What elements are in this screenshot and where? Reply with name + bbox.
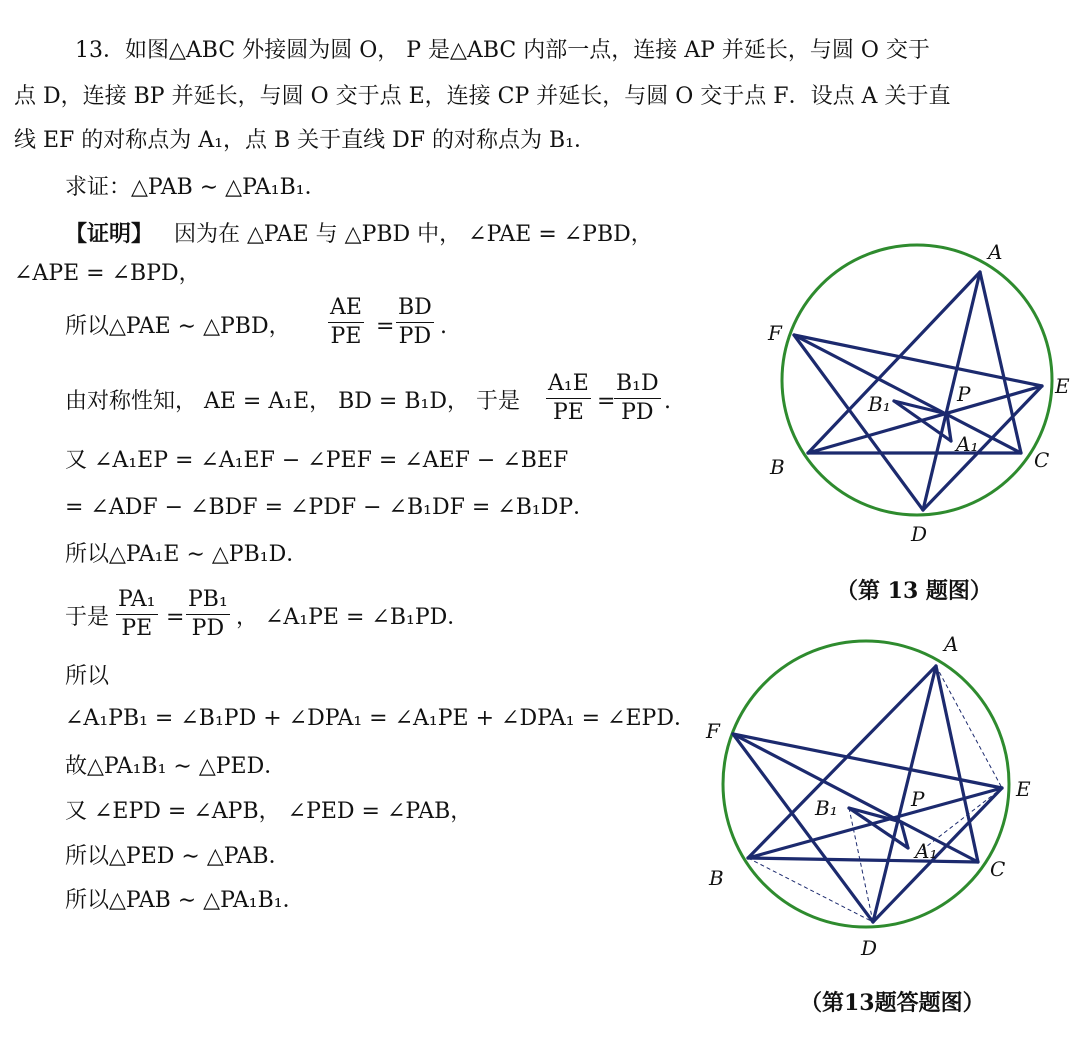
label-a1: A₁ xyxy=(915,839,938,863)
segment-ad xyxy=(873,666,936,922)
figure-1-caption: （第 13 题图） xyxy=(836,578,992,604)
dashed-segment-bd xyxy=(748,858,873,922)
fraction-denominator: PD xyxy=(191,616,225,641)
label-a: A xyxy=(944,632,959,656)
proof-heading: 【证明】 xyxy=(65,221,154,247)
label-f: F xyxy=(768,321,782,345)
fraction-denominator: PE xyxy=(121,616,153,641)
proof-line-10: ∠A₁PB₁ = ∠B₁PD + ∠DPA₁ = ∠A₁PE + ∠DPA₁ = ∠EPD． xyxy=(65,706,696,731)
fraction-numerator: PA₁ xyxy=(116,586,158,615)
equals-sign: = xyxy=(597,389,616,414)
equals-sign: = xyxy=(376,314,395,339)
label-b: B xyxy=(770,455,785,479)
label-e: E xyxy=(1055,374,1070,398)
segment-ab xyxy=(748,666,936,858)
label-d: D xyxy=(911,522,928,546)
problem-line-3: 线 EF 的对称点为 A₁，点 B 关于直线 DF 的对称点为 B₁． xyxy=(14,128,597,153)
proof-line-8-prefix: 于是 xyxy=(65,605,110,630)
label-p: P xyxy=(957,382,971,406)
fraction-numerator: AE xyxy=(328,294,364,323)
segment-be xyxy=(748,788,1002,858)
proof-line-3: 所以△PAE ∼ △PBD， xyxy=(65,314,291,339)
segment-bc xyxy=(748,858,978,862)
label-e: E xyxy=(1016,777,1031,801)
segment-ed xyxy=(873,788,1002,922)
fraction-numerator: PB₁ xyxy=(186,586,230,615)
label-b1: B₁ xyxy=(815,796,838,820)
proof-line-9: 所以 xyxy=(65,664,110,689)
problem-line-1: 13．如图△ABC 外接圆为圆 O， P 是△ABC 内部一点，连接 AP 并延长，与圆 O 交于 xyxy=(75,38,930,63)
label-f: F xyxy=(706,719,720,743)
proof-line-12: 又 ∠EPD = ∠APB， ∠PED = ∠PAB， xyxy=(65,799,473,824)
proof-line-8-suffix: ， ∠A₁PE = ∠B₁PD． xyxy=(236,605,470,630)
fraction-numerator: B₁D xyxy=(614,370,661,399)
proof-text-1: 因为在 △PAE 与 △PBD 中， ∠PAE = ∠PBD， xyxy=(174,222,653,247)
label-c: C xyxy=(1034,448,1050,472)
period: . xyxy=(664,389,671,414)
label-b: B xyxy=(709,866,724,890)
proof-line-13: 所以△PED ∼ △PAB． xyxy=(65,844,291,869)
proof-line-4: 由对称性知， AE = A₁E， BD = B₁D， 于是 xyxy=(65,389,520,414)
problem-claim: 求证：△PAB ∼ △PA₁B₁． xyxy=(65,175,327,200)
label-c: C xyxy=(990,857,1006,881)
label-d: D xyxy=(861,936,878,960)
segment-fe xyxy=(733,734,1002,788)
fraction-denominator: PE xyxy=(552,400,584,425)
circumcircle xyxy=(723,641,1009,927)
label-a: A xyxy=(988,240,1003,264)
figure-2-caption: （第13题答题图） xyxy=(800,990,985,1016)
proof-line-2: ∠APE = ∠BPD， xyxy=(14,261,201,286)
proof-line-6: = ∠ADF − ∠BDF = ∠PDF − ∠B₁DF = ∠B₁DP． xyxy=(65,495,596,520)
label-b1: B₁ xyxy=(868,392,891,416)
label-a1: A₁ xyxy=(956,432,979,456)
segment-cf xyxy=(733,734,978,862)
proof-line-14: 所以△PAB ∼ △PA₁B₁． xyxy=(65,888,305,913)
fraction-numerator: A₁E xyxy=(546,370,591,399)
equals-sign: = xyxy=(166,605,185,630)
fraction-denominator: PD xyxy=(621,400,654,425)
fraction-denominator: PE xyxy=(330,324,362,349)
fraction-numerator: BD xyxy=(396,294,434,323)
proof-line-7: 所以△PA₁E ∼ △PB₁D． xyxy=(65,542,309,567)
proof-line-11: 故△PA₁B₁ ∼ △PED． xyxy=(65,754,287,779)
fraction-denominator: PD xyxy=(398,324,432,349)
period: . xyxy=(440,314,447,339)
problem-line-2: 点 D，连接 BP 并延长，与圆 O 交于点 E，连接 CP 并延长，与圆 O 交于点 F．设点 A 关于直 xyxy=(14,84,951,109)
proof-line-5: 又 ∠A₁EP = ∠A₁EF − ∠PEF = ∠AEF − ∠BEF xyxy=(65,448,569,473)
label-p: P xyxy=(911,787,925,811)
